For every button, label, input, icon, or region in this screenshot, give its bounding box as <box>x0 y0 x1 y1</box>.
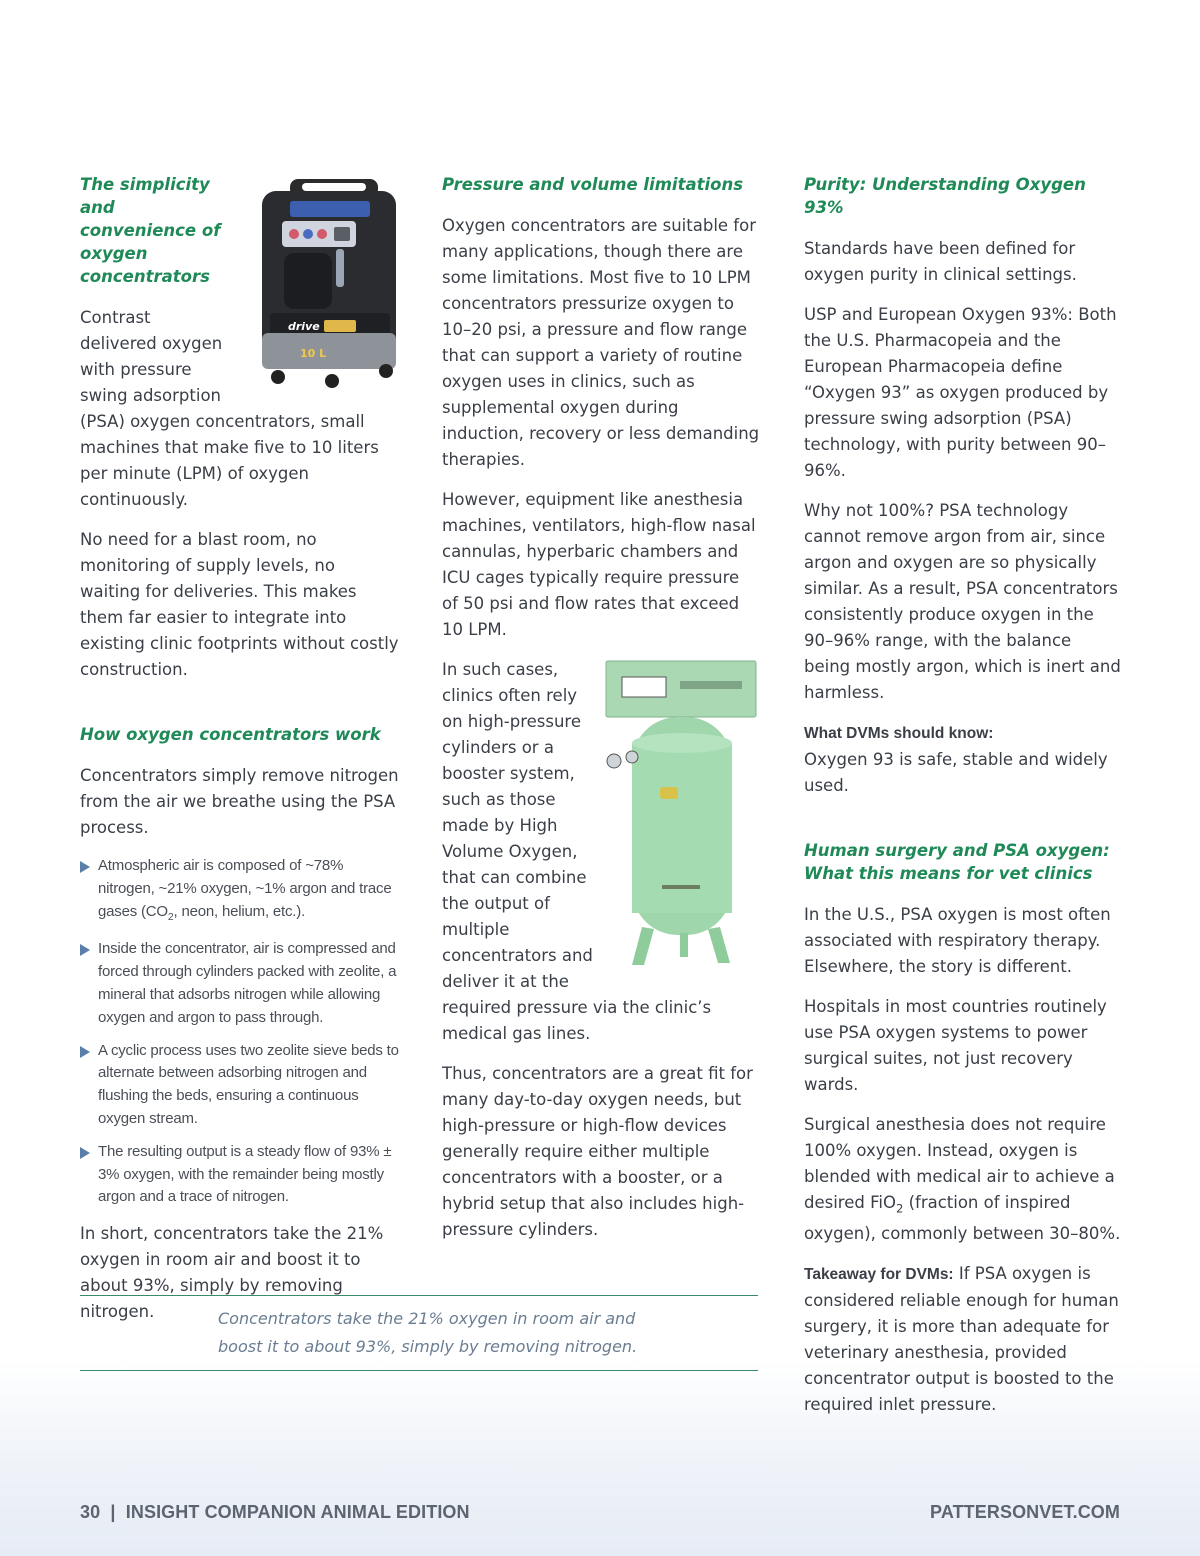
list-item <box>80 938 400 1029</box>
triangle-bullet-icon <box>80 1147 90 1159</box>
text: Surgical anesthesia does not require 100% oxygen. Instead, oxygen is blended with medical air to achieve a desired FiO <box>804 1115 1115 1212</box>
text: (fraction of inspired oxygen), commonly between 30–80%. <box>804 1193 1121 1244</box>
paragraph: Oxygen concentrators are suitable for many applications, though there are some limitations. Most five to 10 LPM concentrators pressurize oxygen to 10–20 psi, a pressure and flow range that can support a variety of routine oxygen uses in clinics, such as supplemental oxygen during induction, recovery or less demanding therapies. <box>442 216 760 469</box>
subscript: 2 <box>895 1201 904 1216</box>
paragraph: In the U.S., PSA oxygen is most often associated with respiratory therapy. Elsewhere, the story is different. <box>804 905 1111 976</box>
triangle-bullet-icon <box>80 944 90 956</box>
paragraph: Standards have been defined for oxygen purity in clinical settings. <box>804 239 1077 284</box>
section-heading-pressure: Pressure and volume limitations <box>442 175 744 194</box>
section-heading-simplicity: The simplicity and convenience of oxygen concentrators <box>80 175 221 286</box>
bullet-text: The resulting output is a steady flow of 93% ± 3% oxygen, with the remainder being mostly argon and a trace of nitrogen. <box>98 1142 392 1206</box>
column-2 <box>442 173 760 1257</box>
intro-section <box>80 173 400 527</box>
paragraph: However, equipment like anesthesia machines, ventilators, high-flow nasal cannulas, hyperbaric chambers and ICU cages typically require pressure of 50 psi and flow rates that exceed 10 LPM. <box>442 490 756 639</box>
column-1 <box>80 173 400 1339</box>
pull-quote-text: Concentrators take the 21% oxygen in room air and boost it to about 93%, simply by removing nitrogen. <box>218 1309 638 1356</box>
list-item <box>80 855 400 928</box>
bullet-text: A cyclic process uses two zeolite sieve beds to alternate between adsorbing nitrogen and flushing the beds, ensuring a continuous oxygen stream. <box>98 1041 399 1127</box>
paragraph: Why not 100%? PSA technology cannot remove argon from air, since argon and oxygen are so physically similar. As a result, PSA concentrators consistently produce oxygen in the 90–96% range, with the balance being mostly argon, which is inert and harmless. <box>804 501 1121 702</box>
bullet-text: Inside the concentrator, air is compressed and forced through cylinders packed with zeolite, a mineral that adsorbs nitrogen while allowing oxygen and argon to pass through. <box>98 940 397 1026</box>
column-3 <box>804 173 1122 1432</box>
oxygen-booster-tank-image <box>602 657 760 977</box>
pull-quote <box>80 1295 758 1371</box>
oxygen-concentrator-image <box>240 173 400 395</box>
triangle-bullet-icon <box>80 861 90 873</box>
triangle-bullet-icon <box>80 1046 90 1058</box>
bullet-list <box>80 855 400 1209</box>
takeaway-text: If PSA oxygen is considered reliable enough for human surgery, it is more than adequate for veterinary anesthesia, provided concentrator output is boosted to the required inlet pressure. <box>804 1264 1119 1415</box>
takeaway-paragraph <box>804 1261 1122 1418</box>
section-heading-how-it-works: How oxygen concentrators work <box>80 725 381 744</box>
dvm-callout <box>804 720 1122 799</box>
image-capacity-label: 10 L <box>300 347 327 360</box>
footer-website: PATTERSONVET.COM <box>930 1502 1120 1522</box>
section-heading-purity: Purity: Understanding Oxygen 93% <box>804 175 1086 217</box>
section-heading-human-surgery: Human surgery and PSA oxygen: What this means for vet clinics <box>804 841 1110 883</box>
dvm-label: What DVMs should know: <box>804 725 994 742</box>
paragraph: Contrast delivered oxygen with pressure swing adsorption (PSA) oxygen concentrators, small machines that make five to 10 liters per minute (LPM) of oxygen continuously. <box>80 308 379 509</box>
booster-section <box>442 657 760 1061</box>
paragraph: In short, concentrators take the 21% oxygen in room air and boost it to about 93%, simply by removing nitrogen. <box>80 1224 384 1322</box>
subscript: 2 <box>167 910 174 923</box>
paragraph: In such cases, clinics often rely on high-pressure cylinders or a booster system, such as those made by High Volume Oxygen, that can combine the output of multiple concentrators and deliver it at the required pressure via the clinic’s medical gas lines. <box>442 660 712 1043</box>
bullet-text: Atmospheric air is composed of ~78% nitrogen, ~21% oxygen, ~1% argon and trace gases (CO <box>98 857 392 920</box>
bullet-text-tail: , neon, helium, etc.). <box>173 902 306 920</box>
paragraph: USP and European Oxygen 93%: Both the U.S. Pharmacopeia and the European Pharmacopeia define “Oxygen 93” as oxygen produced by pressure swing adsorption (PSA) technology, with purity between 90–96%. <box>804 305 1117 480</box>
paragraph: Thus, concentrators are a great fit for many day-to-day oxygen needs, but high-pressure or high-flow devices generally require either multiple concentrators with a booster, or a hybrid setup that also includes high-pressure cylinders. <box>442 1064 753 1239</box>
takeaway-label: Takeaway for DVMs: <box>804 1266 954 1284</box>
paragraph: No need for a blast room, no monitoring of supply levels, no waiting for deliveries. This makes them far easier to integrate into existing clinic footprints without costly construction. <box>80 530 399 679</box>
paragraph: Hospitals in most countries routinely use PSA oxygen systems to power surgical suites, not just recovery wards. <box>804 997 1107 1094</box>
image-brand: drive <box>288 320 320 333</box>
list-item <box>80 1141 400 1209</box>
paragraph: Concentrators simply remove nitrogen from the air we breathe using the PSA process. <box>80 766 399 837</box>
paragraph <box>804 1112 1122 1247</box>
footer-page-info: 30 | INSIGHT COMPANION ANIMAL EDITION <box>80 1502 470 1522</box>
list-item <box>80 1040 400 1131</box>
dvm-text: Oxygen 93 is safe, stable and widely used. <box>804 750 1108 795</box>
